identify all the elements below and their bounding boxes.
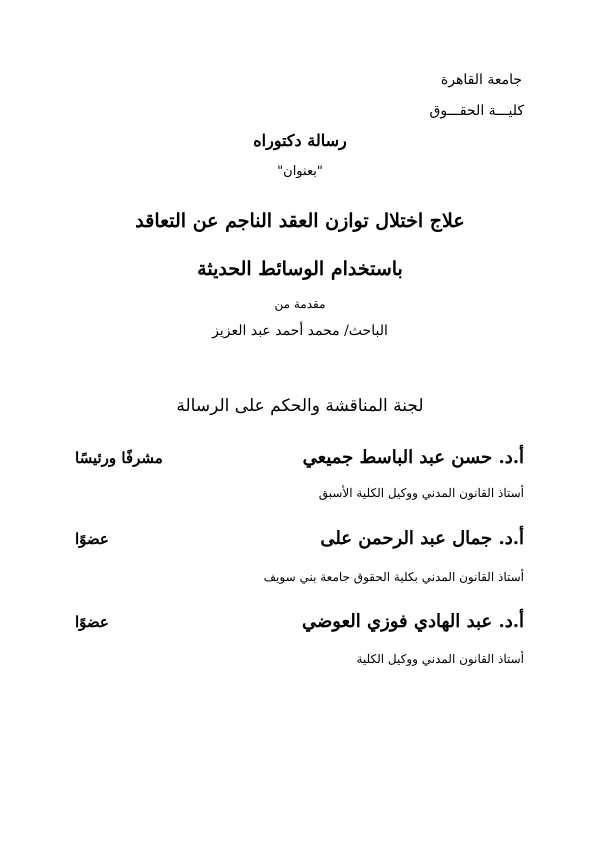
committee-member-name: أ.د. جمال عبد الرحمن على <box>320 528 524 549</box>
titled-label: "بعنوان" <box>277 164 323 179</box>
university-name: جامعة القاهرة <box>440 72 522 88</box>
committee-member-description: أستاذ القانون المدني بكلية الحقوق جامعة بني سويف <box>263 570 524 584</box>
researcher-name: الباحث/ محمد أحمد عبد العزيز <box>212 323 388 339</box>
document-type: رسالة دكتوراه <box>253 131 347 150</box>
committee-member-role: عضوًا <box>75 530 109 548</box>
thesis-title-line1: علاج اختلال توازن العقد الناجم عن التعاقد <box>135 210 465 232</box>
presented-by-label: مقدمة من <box>274 297 326 311</box>
committee-member-description: أستاذ القانون المدني ووكيل الكلية الأسبق <box>318 486 524 500</box>
faculty-name: كليـــة الحقـــوق <box>429 103 524 119</box>
committee-title: لجنة المناقشة والحكم على الرسالة <box>176 396 424 416</box>
thesis-title-line2: باستخدام الوسائط الحديثة <box>197 258 403 280</box>
committee-member-name: أ.د. عبد الهادي فوزي العوضي <box>301 611 524 632</box>
committee-member-description: أستاذ القانون المدني ووكيل الكلية <box>356 652 524 666</box>
committee-member-name: أ.د. حسن عبد الباسط جميعي <box>302 447 524 468</box>
committee-member-role: مشرفًا ورئيسًا <box>75 449 163 467</box>
committee-member-role: عضوًا <box>75 613 109 631</box>
